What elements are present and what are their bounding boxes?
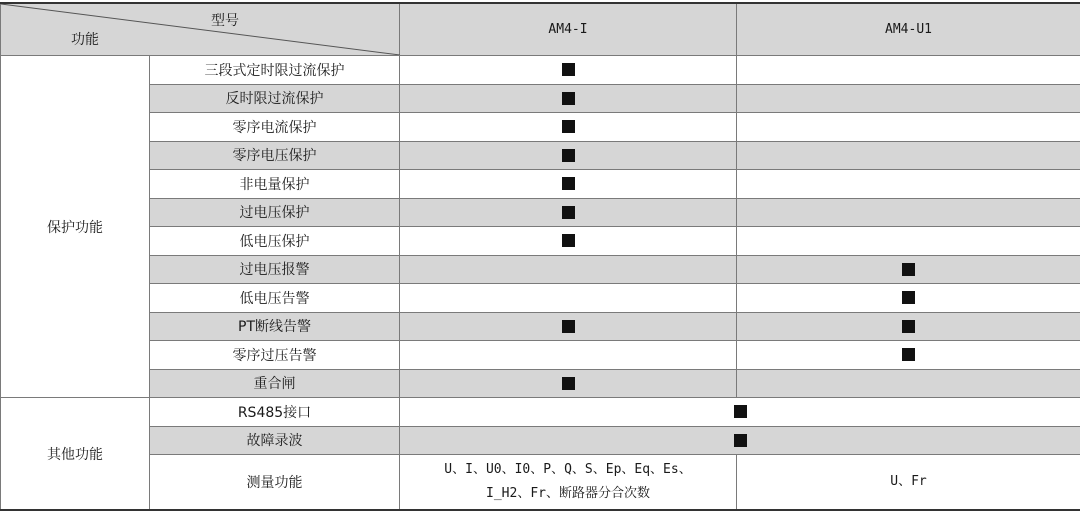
am4u1-cell [737, 227, 1080, 256]
supported-mark-icon [734, 434, 747, 447]
am4i-cell [400, 113, 737, 142]
supported-mark-icon [562, 63, 575, 76]
am4i-cell [400, 227, 737, 256]
supported-mark-icon [902, 348, 915, 361]
function-name: 反时限过流保护 [150, 84, 400, 113]
both-models-cell [400, 426, 1080, 455]
am4u1-cell [737, 141, 1080, 170]
table-row [1, 141, 1080, 170]
supported-mark-icon [562, 206, 575, 219]
diagonal-line [1, 4, 400, 55]
function-axis-label: 功能 [71, 29, 99, 49]
table-row [1, 284, 1080, 313]
model-am4u1-header: AM4-U1 [737, 3, 1080, 56]
table-row [1, 426, 1080, 455]
am4u1-cell [737, 113, 1080, 142]
am4i-cell [400, 341, 737, 370]
am4u1-measurement-cell: U、Fr [737, 455, 1080, 511]
supported-mark-icon [562, 377, 575, 390]
supported-mark-icon [734, 405, 747, 418]
group-label-protection: 保护功能 [1, 56, 150, 398]
am4u1-cell [737, 341, 1080, 370]
supported-mark-icon [562, 234, 575, 247]
model-axis-label: 型号 [211, 10, 239, 30]
am4u1-cell [737, 255, 1080, 284]
supported-mark-icon [562, 92, 575, 105]
am4u1-cell [737, 56, 1080, 85]
measurement-row [1, 455, 1080, 511]
supported-mark-icon [562, 120, 575, 133]
function-name: 零序电压保护 [150, 141, 400, 170]
table-row [1, 198, 1080, 227]
table-row [1, 255, 1080, 284]
model-am4i-header: AM4-I [400, 3, 737, 56]
am4u1-cell [737, 170, 1080, 199]
am4i-cell [400, 198, 737, 227]
am4i-cell [400, 170, 737, 199]
table-row [1, 341, 1080, 370]
table-row [1, 369, 1080, 398]
function-name: 低电压告警 [150, 284, 400, 313]
table-row [1, 56, 1080, 85]
am4u1-cell [737, 369, 1080, 398]
supported-mark-icon [902, 263, 915, 276]
both-models-cell [400, 398, 1080, 427]
am4u1-cell [737, 312, 1080, 341]
function-name: 重合闸 [150, 369, 400, 398]
function-name: PT断线告警 [150, 312, 400, 341]
am4i-measurement-cell [400, 455, 737, 511]
supported-mark-icon [562, 177, 575, 190]
am4i-cell [400, 56, 737, 85]
am4i-cell [400, 312, 737, 341]
function-name: 过电压保护 [150, 198, 400, 227]
function-name: 零序过压告警 [150, 341, 400, 370]
function-name: RS485接口 [150, 398, 400, 427]
function-name: 三段式定时限过流保护 [150, 56, 400, 85]
supported-mark-icon [562, 149, 575, 162]
am4u1-cell [737, 84, 1080, 113]
function-name: 测量功能 [150, 455, 400, 511]
am4i-cell [400, 255, 737, 284]
function-name: 零序电流保护 [150, 113, 400, 142]
am4u1-cell [737, 284, 1080, 313]
measurement-line-2: I_H2、Fr、断路器分合次数 [400, 482, 736, 506]
measurement-line-1: U、I、U0、I0、P、Q、S、Ep、Eq、Es、 [400, 458, 736, 482]
supported-mark-icon [902, 291, 915, 304]
am4i-cell [400, 84, 737, 113]
group-label-other: 其他功能 [1, 398, 150, 511]
table-row [1, 227, 1080, 256]
function-name: 非电量保护 [150, 170, 400, 199]
supported-mark-icon [902, 320, 915, 333]
function-name: 故障录波 [150, 426, 400, 455]
header-row [1, 3, 1080, 56]
supported-mark-icon [562, 320, 575, 333]
table-row [1, 113, 1080, 142]
table-row [1, 170, 1080, 199]
function-name: 低电压保护 [150, 227, 400, 256]
table-row [1, 312, 1080, 341]
diagonal-header-cell [1, 3, 400, 56]
function-name: 过电压报警 [150, 255, 400, 284]
am4u1-cell [737, 198, 1080, 227]
am4i-cell [400, 284, 737, 313]
function-comparison-table [0, 2, 1080, 511]
table-row [1, 84, 1080, 113]
am4i-cell [400, 141, 737, 170]
am4i-cell [400, 369, 737, 398]
table-row [1, 398, 1080, 427]
